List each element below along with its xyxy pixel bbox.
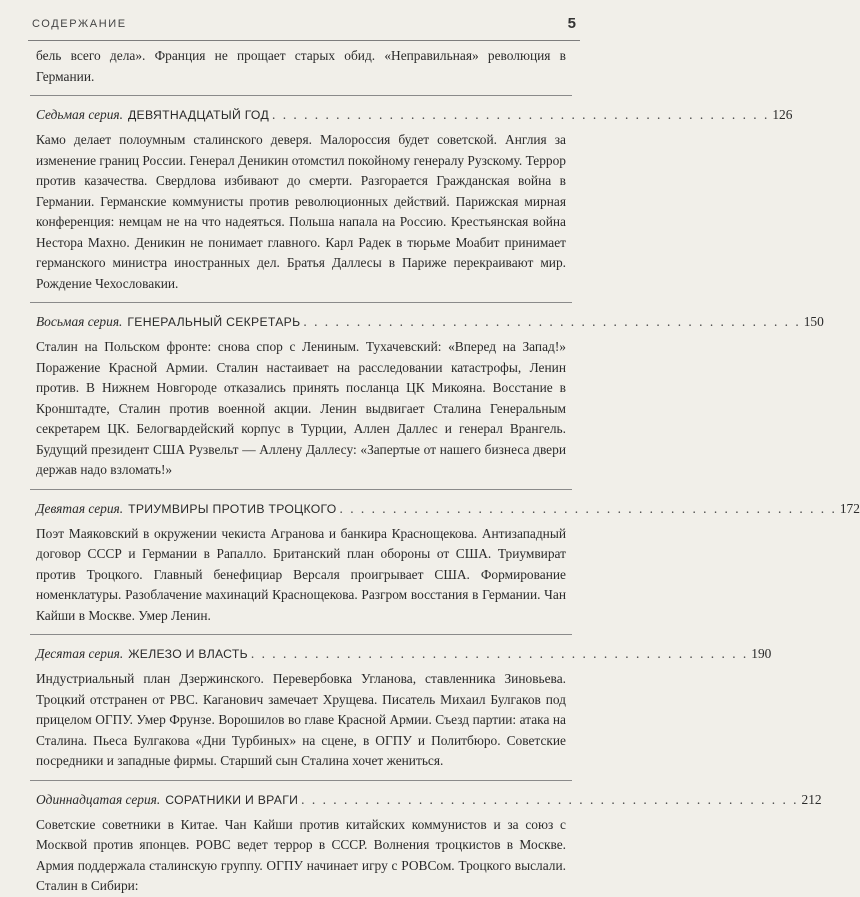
series-label: Седьмая серия. — [36, 107, 123, 122]
series-label: Восьмая серия. — [36, 314, 123, 329]
series-page: 172 — [839, 500, 860, 516]
divider — [30, 634, 572, 635]
series-summary: Советские советники в Китае. Чан Кайши против китайских коммунистов и за союз с Москвой против японцев. РОВС ведет террор в СССР. Волнения троцкистов в Москве. Армия поддержала сталинскую группу. ОГПУ начинает игру с РОВСом. Троцкого выслали. Сталин в Сибири: — [36, 816, 566, 893]
series-heading — [36, 790, 822, 810]
divider — [30, 489, 572, 490]
series-summary: Поэт Маяковский в окружении чекиста Агранова и банкира Краснощекова. Антизападный договор СССР и Германии в Рапалло. Британский план обороны от США. Триумвират против Троцкого. Главный бенефициар Версаля проигрывает США. Формирование номенклатуры. Разоблачение махинаций Краснощекова. Разгром восстания в Германии. Чан Кайши в Москве. Умер Ленин. — [36, 525, 566, 623]
dot-leader: . . . . . . . . . . . . . . . . . . . . . . . . . . . . . . . . . . . . . . . . . . . . . . . — [301, 791, 799, 807]
series-label: Девятая серия. — [36, 500, 124, 516]
divider — [30, 780, 572, 781]
dot-leader: . . . . . . . . . . . . . . . . . . . . . . . . . . . . . . . . . . . . . . . . . . . . . . . — [339, 500, 837, 516]
series-label: Одиннадцатая серия. — [36, 791, 161, 807]
series-page: 126 — [772, 107, 793, 122]
series-page: 150 — [803, 314, 824, 329]
series-heading — [36, 105, 793, 125]
dot-leader: . . . . . . . . . . . . . . . . . . . . . . . . . . . . . . . . . . . . . . . . . . . . . . . — [303, 314, 801, 329]
divider — [30, 95, 572, 96]
toc-entry — [36, 644, 772, 781]
section-title: СОДЕРЖАНИЕ — [32, 18, 127, 30]
series-page: 212 — [801, 791, 822, 807]
toc-entry — [36, 499, 860, 636]
series-heading — [36, 312, 824, 332]
dot-leader: . . . . . . . . . . . . . . . . . . . . . . . . . . . . . . . . . . . . . . . . . . . . . . . — [272, 107, 770, 122]
toc-entry — [36, 790, 822, 897]
divider — [30, 302, 572, 303]
intro-paragraph: бель всего дела». Франция не прощает старых обид. «Неправильная» революция в Германии. — [36, 48, 566, 84]
series-title: ДЕВЯТНАДЦАТЫЙ ГОД — [128, 108, 269, 122]
table-of-contents — [36, 46, 860, 897]
running-header — [28, 14, 580, 41]
series-title: ЖЕЛЕЗО И ВЛАСТЬ — [128, 647, 248, 661]
series-heading — [36, 644, 772, 664]
page-number: 5 — [567, 15, 576, 32]
series-label: Десятая серия. — [36, 646, 124, 661]
series-title: СОРАТНИКИ И ВРАГИ — [165, 792, 299, 807]
series-summary: Сталин на Польском фронте: снова спор с Лениным. Тухачевский: «Вперед на Запад!» Поражение Красной Армии. Сталин настаивает на расследовании катастрофы, Ленин против. В Нижнем Новгороде отказались принять посланца ЦК Микояна. Восстание в Кронштадте, Сталин против военной акции. Ленин выдвигает Сталина Генеральным секретарем ЦК. Белогвардейский корпус в Турции, Аллен Даллес и генерал Врангель. Будущий президент США Рузвельт — Аллену Даллесу: «Запертые от нашего бизнеса двери держав надо взломать!» — [36, 339, 566, 477]
series-heading — [36, 499, 860, 519]
toc-entry — [36, 105, 793, 303]
series-title: ТРИУМВИРЫ ПРОТИВ ТРОЦКОГО — [128, 501, 337, 516]
toc-entry — [36, 312, 824, 490]
series-title: ГЕНЕРАЛЬНЫЙ СЕКРЕТАРЬ — [127, 315, 301, 329]
dot-leader: . . . . . . . . . . . . . . . . . . . . . . . . . . . . . . . . . . . . . . . . . . . . . . . — [250, 646, 749, 661]
series-summary: Камо делает полоумным сталинского деверя. Малороссия будет советской. Англия за изменение границ России. Генерал Деникин отомстил покойному генералу Рузскому. Террор против казачества. Свердлова избивают до смерти. Разгорается Гражданская война в Германии. Германские коммунисты против революционных действий. Парижская мирная конференция: немцам не на что надеяться. Польша напала на Россию. Крестьянская война Нестора Махно. Деникин не понимает главного. Карл Радек в тюрьме Моабит принимает германского министра иностранных дел. Братья Даллесы в Париже перекраивают мир. Рождение Чехословакии. — [36, 132, 566, 291]
series-summary: Индустриальный план Дзержинского. Перевербовка Угланова, ставленника Зиновьева. Троцкий отстранен от РВС. Каганович замечает Хрущева. Писатель Михаил Булгаков под прицелом ОГПУ. Умер Фрунзе. Ворошилов во главе Красной Армии. Съезд партии: атака на Сталина. Пьеса Булгакова «Дни Турбиных» на сцене, в ОГПУ и Политбюро. Советские посредники и западные фирмы. Старший сын Сталина хочет жениться. — [36, 671, 566, 768]
series-page: 190 — [751, 646, 772, 661]
